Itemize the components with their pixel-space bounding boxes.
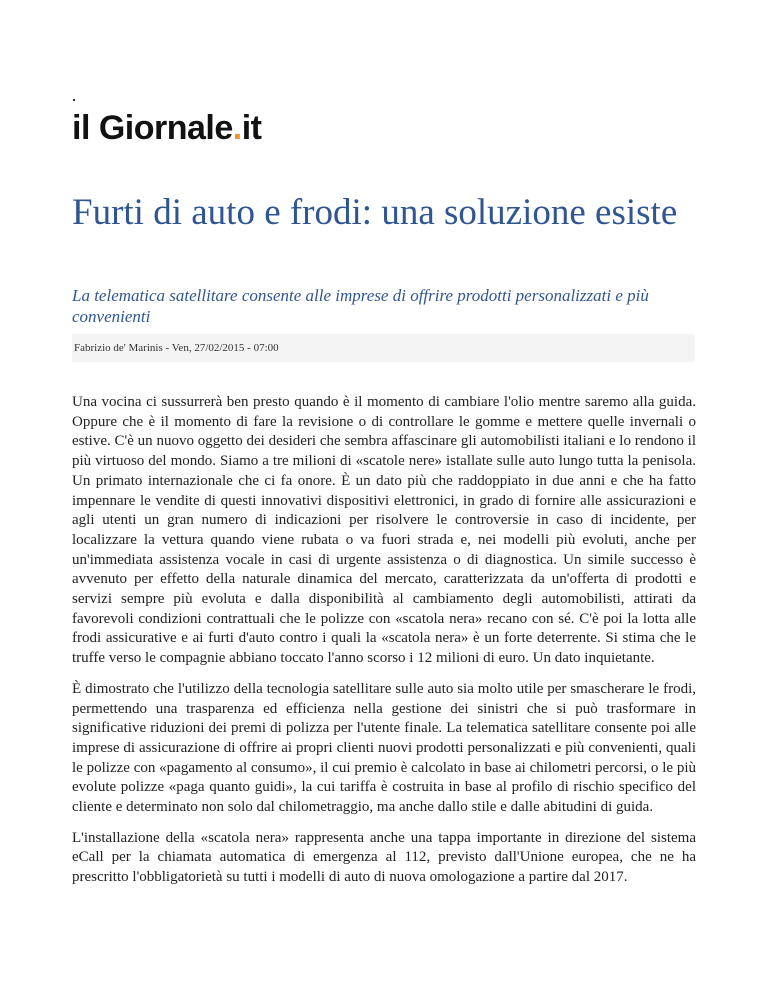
logo-dot-text: . — [232, 109, 242, 147]
logo-tld-text: it — [241, 109, 262, 147]
site-logo[interactable] — [72, 108, 262, 148]
article-byline: Fabrizio de' Marinis - Ven, 27/02/2015 - 07:00 — [72, 334, 695, 362]
logo-main-text: il Giornale — [72, 109, 233, 147]
article-paragraph: È dimostrato che l'utilizzo della tecnologia satellitare sulle auto sia molto utile per smascherare le frodi, permettendo una trasparenza ed efficienza nella gestione dei sinistri che si può trasformare in significative riduzioni dei premi di polizza per l'utente finale. La telematica satellitare consente poi alle imprese di assicurazione di offrire ai propri clienti nuovi prodotti personalizzati e più convenienti, quali le polizze con «pagamento al consumo», il cui premio è calcolato in base ai chilometri percorsi, o le più evolute polizze «paga quanto guidi», la cui tariffa è costruita in base al profilo di rischio specifico del cliente e determinato non solo dal chilometraggio, ma anche dallo stile e dalle abitudini di guida. — [72, 680, 696, 816]
page-marker-dot — [73, 99, 75, 101]
article-subtitle: La telematica satellitare consente alle imprese di offrire prodotti personalizzati e più convenienti — [72, 286, 649, 326]
article-title: Furti di auto e frodi: una soluzione esiste — [72, 192, 678, 233]
article-paragraph: L'installazione della «scatola nera» rappresenta anche una tappa importante in direzione del sistema eCall per la chiamata automatica di emergenza al 112, previsto dall'Unione europea, che ne ha prescritto l'obbligatorietà su tutti i modelli di auto di nuova omologazione a partire dal 2017. — [72, 829, 696, 886]
article-paragraph: Una vocina ci sussurrerà ben presto quando è il momento di cambiare l'olio mentre saremo alla guida. Oppure che è il momento di fare la revisione o di controllare le gomme e mettere quelle invernali o estive. C'è un nuovo oggetto dei desideri che sembra affascinare gli automobilisti italiani e lo rendono il più virtuoso del mondo. Siamo a tre milioni di «scatole nere» istallate sulle auto lungo tutta la penisola. Un primato internazionale che ci fa onore. È un dato più che raddoppiato in due anni e che ha fatto impennare le vendite di questi innovativi dispositivi elettronici, in grado di fornire alle assicurazioni e agli utenti un gran numero di indicazioni per risolvere le controversie in caso di incidente, per localizzare la vettura quando viene rubata o va fuori strada e, nei modelli più evoluti, anche per un'immediata assistenza vocale in casi di urgente assistenza o di diagnostica. Un simile successo è avvenuto per effetto della naturale dinamica del mercato, caratterizzata da un'offerta di prodotti e servizi sempre più evoluta e dalla disponibilità al cambiamento degli automobilisti, attirati da favorevoli condizioni contrattuali che le polizze con «scatola nera» recano con sé. C'è poi la lotta alle frodi assicurative e ai furti d'auto contro i quali la «scatola nera» è un forte deterrente. Si stima che le truffe verso le compagnie abbiano toccato l'anno scorso i 12 milioni di euro. Un dato inquietante. — [72, 394, 696, 667]
article-body — [72, 393, 696, 899]
